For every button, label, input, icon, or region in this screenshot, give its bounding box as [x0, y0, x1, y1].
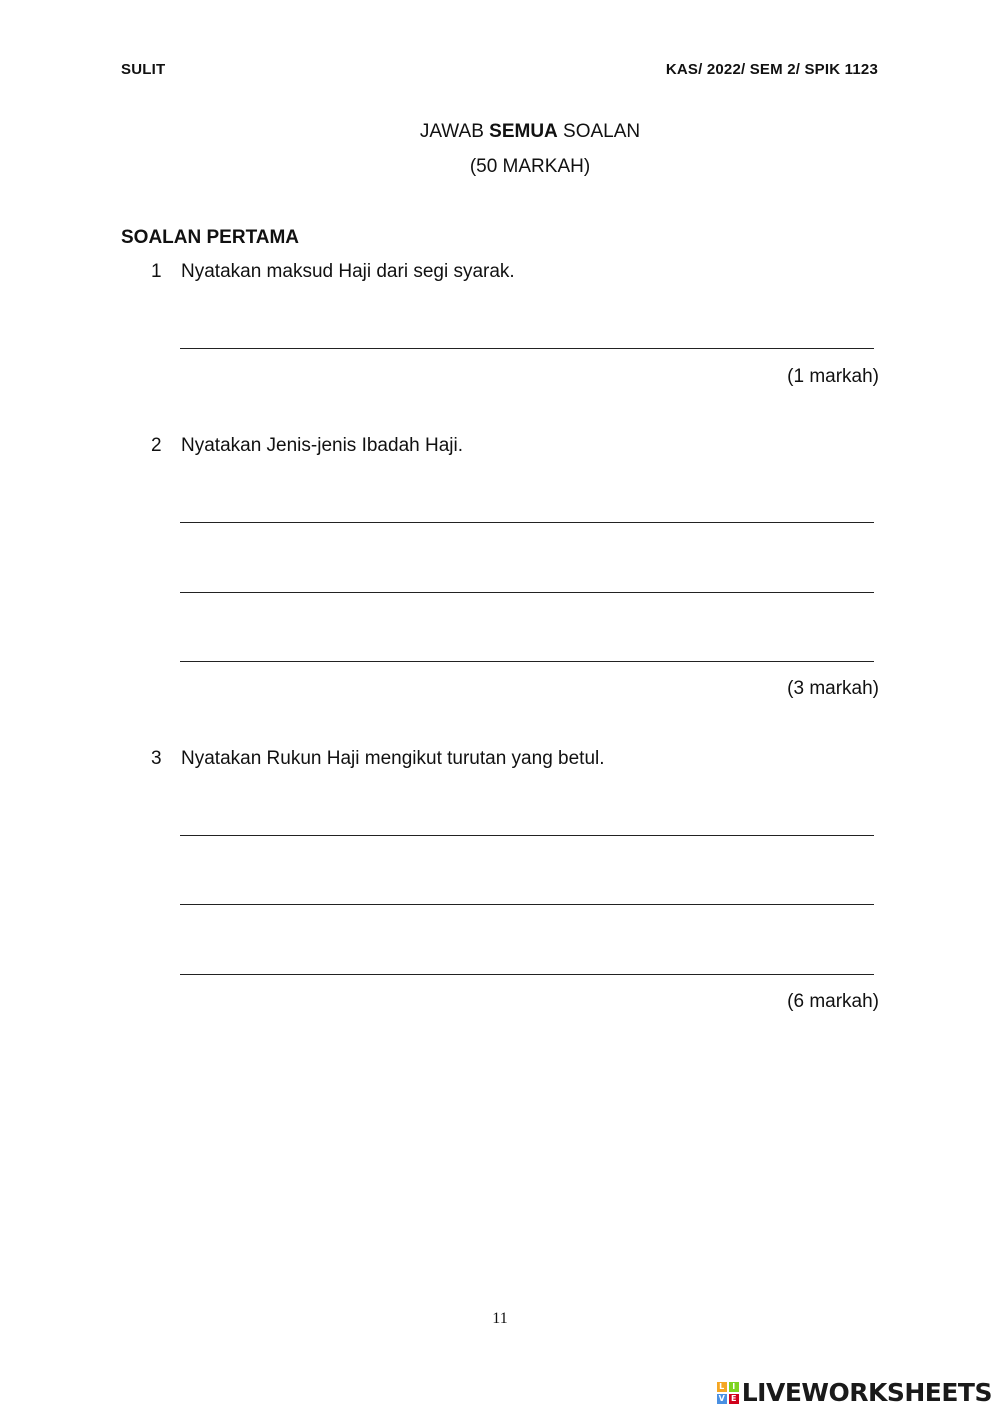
question-3-answer-line-3[interactable] [180, 974, 874, 975]
liveworksheets-brand [717, 1378, 992, 1407]
question-3-answer-line-2[interactable] [180, 904, 874, 905]
question-2-marks: (3 markah) [787, 678, 879, 699]
question-2-number: 2 [151, 435, 162, 456]
question-2-answer-line-2[interactable] [180, 592, 874, 593]
question-1-text: Nyatakan maksud Haji dari segi syarak. [181, 261, 515, 282]
liveworksheets-wordmark: LIVEWORKSHEETS [741, 1378, 992, 1407]
total-marks: (50 MARKAH) [469, 156, 591, 177]
question-3-answer-line-1[interactable] [180, 835, 874, 836]
section-title: SOALAN PERTAMA [121, 227, 300, 248]
page-number: 11 [492, 1310, 508, 1327]
question-2-answer-line-3[interactable] [180, 661, 874, 662]
instruction-suffix: SOALAN [557, 121, 641, 142]
logo-tile-4: E [729, 1394, 739, 1404]
question-3-text: Nyatakan Rukun Haji mengikut turutan yang betul. [181, 748, 605, 769]
instruction-emphasis: SEMUA [489, 121, 558, 142]
header-paper-code: KAS/ 2022/ SEM 2/ SPIK 1123 [665, 61, 878, 78]
question-3-marks: (6 markah) [787, 991, 879, 1012]
header-left-label: SULIT [121, 61, 166, 78]
question-1-answer-line-1[interactable] [180, 348, 874, 349]
question-2-answer-line-1[interactable] [180, 522, 874, 523]
logo-tile-2: I [729, 1382, 739, 1392]
logo-tile-1: L [717, 1382, 727, 1392]
question-1-number: 1 [151, 261, 162, 282]
logo-tile-3: V [718, 1393, 725, 1403]
question-2-text: Nyatakan Jenis-jenis Ibadah Haji. [181, 435, 463, 456]
question-3-number: 3 [151, 748, 162, 769]
instruction-prefix: JAWAB [419, 121, 490, 142]
question-1-marks: (1 markah) [787, 366, 879, 387]
instruction-line [0, 121, 1000, 143]
liveworksheets-logo-icon [717, 1382, 739, 1404]
